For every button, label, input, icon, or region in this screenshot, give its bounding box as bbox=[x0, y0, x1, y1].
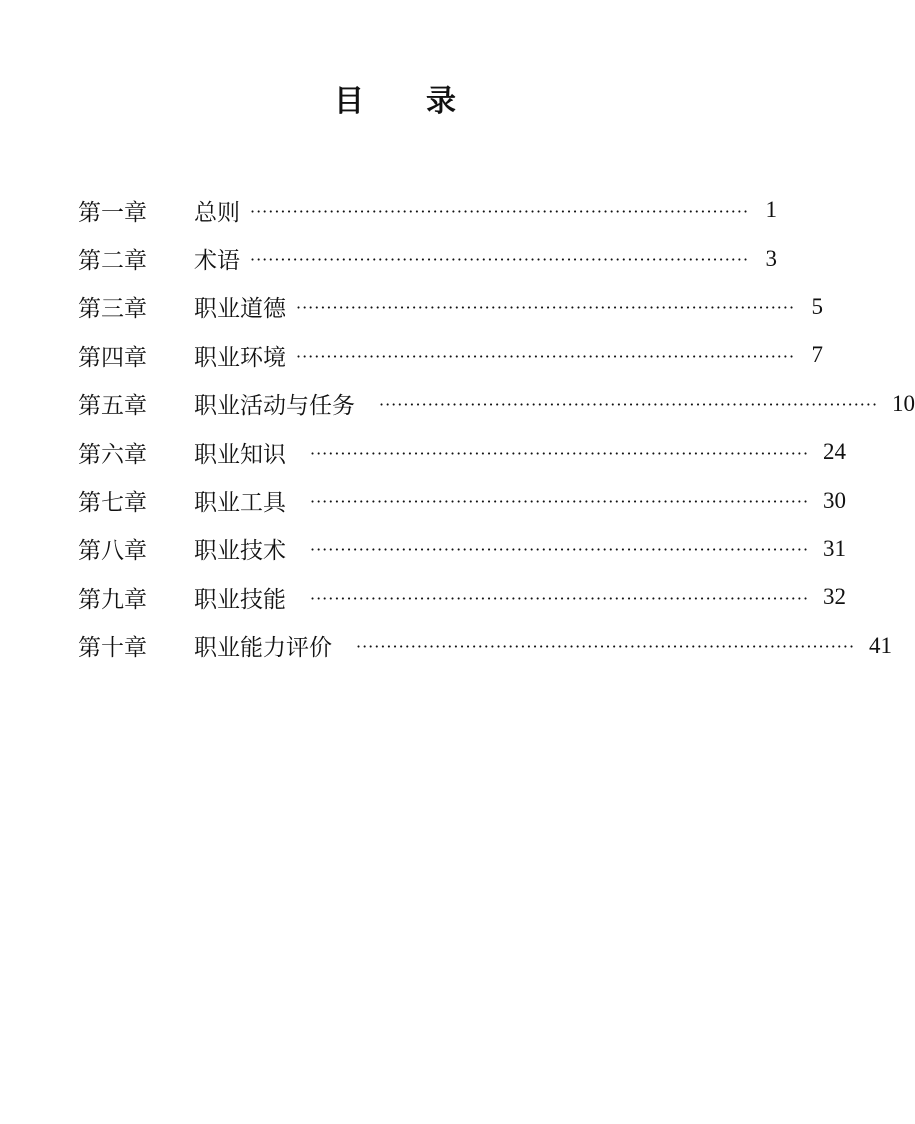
toc-page-number: 7 bbox=[811, 342, 824, 368]
toc-page-number: 24 bbox=[823, 439, 847, 465]
dot-leader: ·················································································· bbox=[310, 492, 810, 512]
toc-entry[interactable] bbox=[78, 573, 847, 621]
toc-entry[interactable] bbox=[78, 428, 847, 476]
title-char-1: 目 bbox=[334, 84, 364, 119]
toc-chapter-number: 第七章 bbox=[78, 490, 147, 517]
toc-chapter-title: 职业工具 bbox=[194, 490, 286, 517]
toc-page-number: 32 bbox=[823, 584, 847, 610]
dot-leader: ·················································································· bbox=[310, 588, 810, 608]
toc-chapter-number: 第十章 bbox=[78, 635, 147, 662]
toc-entry[interactable] bbox=[78, 476, 847, 524]
toc-page-number: 10 bbox=[892, 390, 915, 416]
toc-chapter-number: 第四章 bbox=[78, 344, 147, 371]
dot-leader: ·················································································· bbox=[356, 637, 856, 657]
toc-page-number: 31 bbox=[823, 535, 847, 561]
dot-leader: ·················································································· bbox=[250, 201, 750, 221]
toc-chapter-title: 职业环境 bbox=[194, 344, 286, 371]
toc-chapter-title: 职业道德 bbox=[194, 296, 286, 323]
toc-chapter-number: 第一章 bbox=[78, 199, 147, 226]
dot-leader: ·················································································· bbox=[310, 540, 810, 560]
dot-leader: ·················································································· bbox=[296, 346, 796, 366]
dot-leader: ·················································································· bbox=[250, 250, 750, 270]
toc-page-number: 30 bbox=[823, 487, 847, 513]
table-of-contents bbox=[78, 186, 915, 670]
dot-leader: ·················································································· bbox=[310, 443, 810, 463]
toc-page-number: 1 bbox=[765, 197, 778, 223]
page-title bbox=[0, 80, 790, 124]
toc-chapter-number: 第二章 bbox=[78, 248, 147, 275]
toc-page-number: 3 bbox=[765, 245, 778, 271]
toc-chapter-number: 第八章 bbox=[78, 538, 147, 565]
toc-chapter-number: 第六章 bbox=[78, 441, 147, 468]
toc-entry[interactable] bbox=[78, 525, 847, 573]
toc-chapter-title: 职业技术 bbox=[194, 538, 286, 565]
toc-entry[interactable] bbox=[78, 331, 824, 379]
toc-entry[interactable] bbox=[78, 186, 778, 234]
toc-chapter-number: 第三章 bbox=[78, 296, 147, 323]
toc-chapter-number: 第九章 bbox=[78, 586, 147, 613]
toc-entry[interactable] bbox=[78, 234, 778, 282]
toc-entry[interactable] bbox=[78, 380, 915, 428]
toc-page-number: 41 bbox=[869, 632, 893, 658]
toc-chapter-number: 第五章 bbox=[78, 393, 147, 420]
toc-entry[interactable] bbox=[78, 622, 893, 670]
toc-chapter-title: 职业能力评价 bbox=[194, 635, 332, 662]
toc-chapter-title: 职业活动与任务 bbox=[194, 393, 355, 420]
dot-leader: ·················································································· bbox=[379, 395, 879, 415]
toc-chapter-title: 职业知识 bbox=[194, 441, 286, 468]
toc-entry[interactable] bbox=[78, 283, 824, 331]
toc-chapter-title: 总则 bbox=[194, 199, 240, 226]
toc-chapter-title: 术语 bbox=[194, 248, 240, 275]
dot-leader: ·················································································· bbox=[296, 298, 796, 318]
toc-page-number: 5 bbox=[811, 293, 824, 319]
toc-chapter-title: 职业技能 bbox=[194, 586, 286, 613]
title-char-2: 录 bbox=[426, 84, 456, 119]
